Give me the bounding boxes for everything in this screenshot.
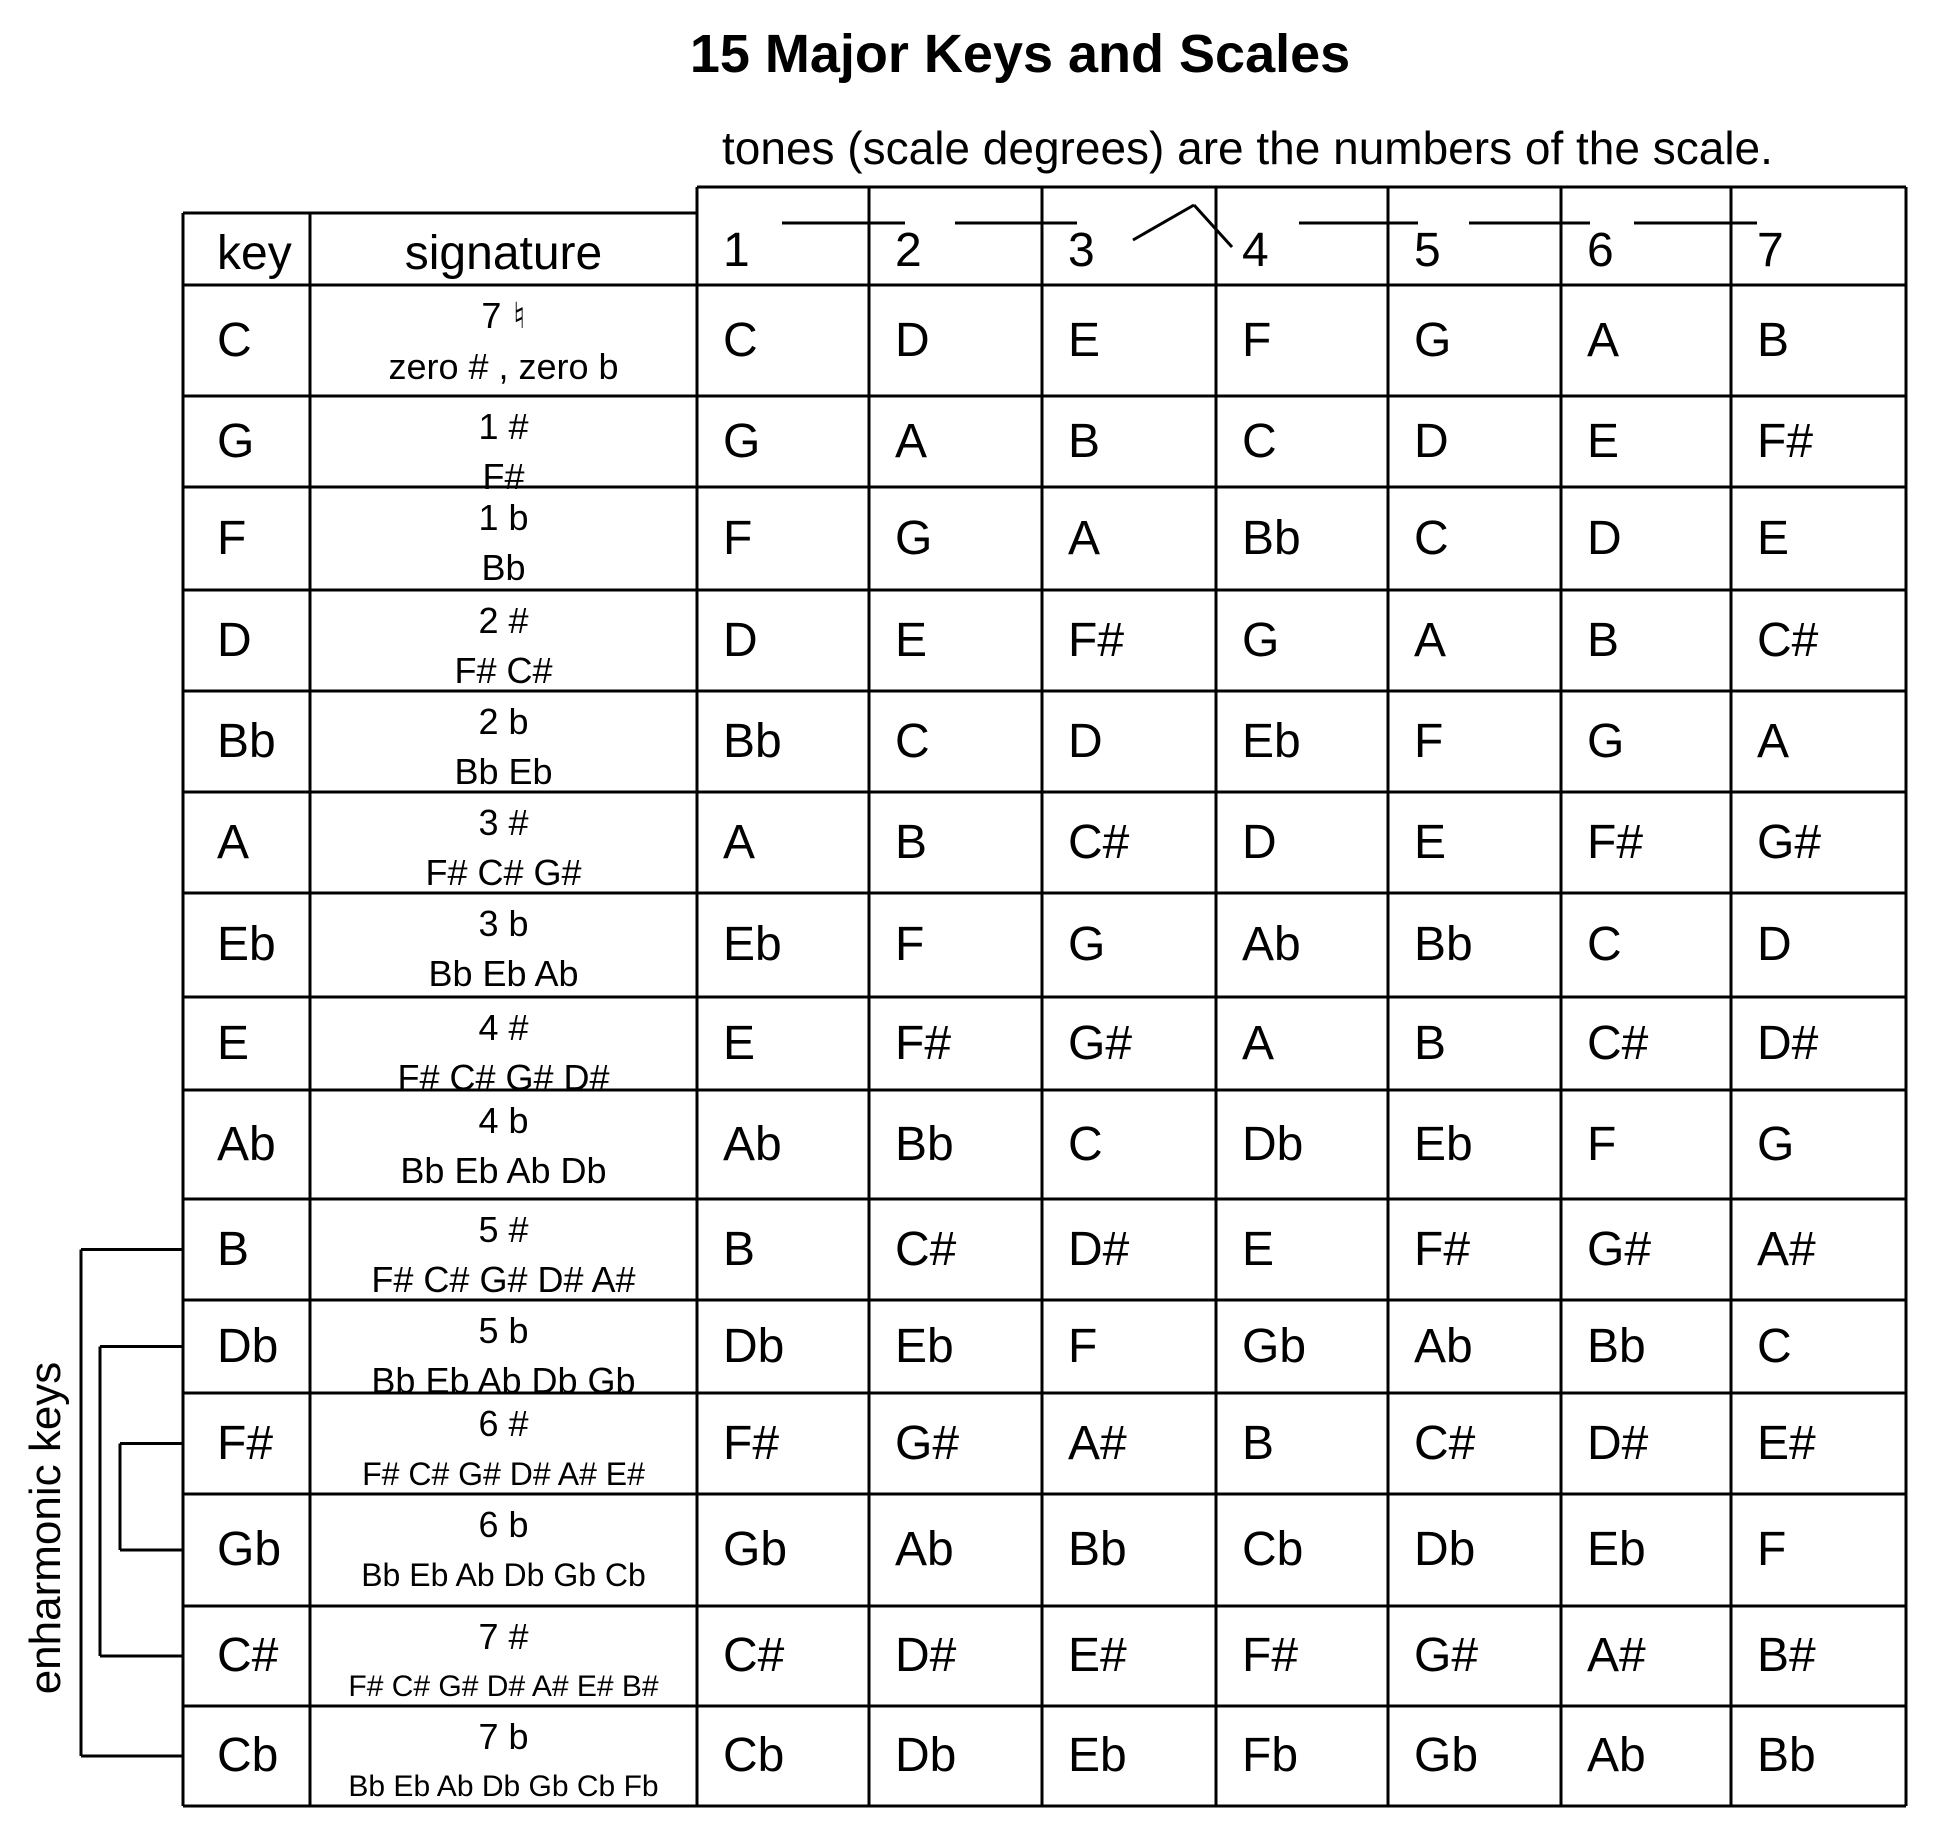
note-cell: A# [1587,1629,1646,1682]
signature-cell [310,1096,697,1196]
signature-accidentals: F# C# G# D# [397,1057,610,1098]
note-cell: Eb [1068,1729,1127,1782]
signature-cell [310,899,697,999]
signature-count [310,596,697,646]
key-cell: Gb [217,1523,282,1576]
note-cell: A [1587,313,1620,367]
note-cell: D# [1587,1416,1649,1470]
note-cell: B [723,1222,756,1276]
signature-cell [310,1306,697,1406]
signature-count-text: 5 # [478,1209,529,1250]
signature-cell [310,1712,697,1812]
note-cell: D [1414,414,1449,468]
note-cell: Eb [1414,1117,1473,1171]
note-cell: G [895,511,933,565]
note-cell: Bb [1414,918,1473,971]
signature-cell [310,493,697,593]
note-cell: F# [1757,414,1814,468]
header-degree-1: 1 [723,224,750,277]
note-cell: F [1587,1117,1617,1171]
note-cell: E [1757,511,1790,565]
signature-count-text: 3 # [478,802,529,843]
signature-count-text: 7 [481,295,502,336]
note-cell: D [1587,511,1622,565]
signature-count [310,1399,697,1449]
key-cell: G [217,414,255,468]
note-cell: F# [723,1416,780,1470]
enharmonic-keys-label: enharmonic keys [21,1361,70,1695]
note-cell: F# [895,1016,952,1070]
note-cell: E [895,613,928,667]
key-cell: Db [217,1319,279,1373]
note-cell: D [723,613,758,667]
note-cell: C# [1414,1416,1476,1470]
note-cell: G [1414,313,1452,367]
note-cell: Gb [723,1523,788,1576]
signature-accidentals: Bb [481,547,526,588]
signature-count [310,1612,697,1662]
note-cell: D [1068,714,1103,768]
note-cell: Bb [895,1117,954,1171]
signature-count-text: 7 # [478,1616,529,1657]
note-cell: Ab [723,1117,782,1171]
note-cell: G# [1587,1222,1652,1276]
subtitle: tones (scale degrees) are the numbers of the scale. [722,122,1773,174]
signature-count-text: 6 b [478,1504,529,1545]
note-cell: G [1068,918,1106,971]
signature-cell [310,1205,697,1305]
note-cell: Bb [723,714,782,768]
note-cell: G [723,414,761,468]
note-cell: F [1242,313,1272,367]
signature-accidentals: F# [482,456,525,497]
note-cell: G# [1068,1016,1133,1070]
note-cell: Cb [723,1729,785,1782]
header-key: key [217,227,292,280]
note-cell: E# [1757,1416,1816,1470]
key-cell: E [217,1016,250,1070]
note-cell: G# [895,1416,960,1470]
note-cell: G# [1757,815,1822,869]
signature-accidentals: Bb Eb Ab Db [400,1150,607,1191]
signature-count [310,402,697,452]
signature-cell [310,697,697,797]
signature-count [310,798,697,848]
signature-count-text: 3 b [478,903,529,944]
signature-accidentals: zero # , zero b [388,346,619,387]
note-cell: Bb [1587,1319,1646,1373]
note-cell: Eb [895,1319,954,1373]
key-cell: C [217,313,252,367]
signature-accidentals: F# C# G# [425,852,582,893]
header-degree-5: 5 [1414,224,1441,277]
page-title: 15 Major Keys and Scales [689,24,1351,84]
note-cell: Gb [1242,1319,1307,1373]
signature-accidentals: Bb Eb [454,751,553,792]
signature-count [310,1003,697,1053]
note-cell: G# [1414,1629,1479,1682]
signature-count-text: 1 b [478,497,529,538]
note-cell: F [1068,1319,1098,1373]
note-cell: Bb [1757,1729,1816,1782]
key-cell: F# [217,1416,274,1470]
note-cell: Eb [1242,714,1301,768]
signature-accidentals: F# C# G# D# A# E# B# [348,1670,659,1703]
note-cell: B# [1757,1629,1816,1682]
note-cell: F# [1414,1222,1471,1276]
note-cell: F# [1242,1629,1299,1682]
note-cell: Db [1242,1117,1304,1171]
note-cell: D# [1068,1222,1130,1276]
natural-sign-icon: ♮ [501,296,526,337]
note-cell: C# [1587,1016,1649,1070]
signature-count-text: 4 # [478,1007,529,1048]
signature-count [310,1096,697,1146]
note-cell: C [1414,511,1449,565]
signature-accidentals: Bb Eb Ab Db Gb Cb [361,1557,646,1593]
note-cell: Ab [1587,1729,1646,1782]
header-degree-2: 2 [895,224,922,277]
note-cell: D# [895,1629,957,1682]
note-cell: A [1414,613,1447,667]
note-cell: C# [1757,613,1819,667]
note-cell: C# [895,1222,957,1276]
note-cell: E [1414,815,1447,869]
header-signature: signature [404,227,603,280]
signature-count [310,697,697,747]
key-cell: Cb [217,1729,279,1782]
note-cell: A [723,815,756,869]
note-cell: D# [1757,1016,1819,1070]
signature-accidentals: Bb Eb Ab Db Gb [371,1360,636,1401]
note-cell: G [1242,613,1280,667]
signature-accidentals: Bb Eb Ab [428,953,579,994]
signature-cell [310,1612,697,1712]
signature-count [310,1500,697,1550]
signature-count [310,291,697,342]
note-cell: F [895,918,925,971]
note-cell: Eb [1587,1523,1646,1576]
signature-count [310,1205,697,1255]
note-cell: Ab [1414,1319,1473,1373]
note-cell: A [1242,1016,1275,1070]
key-cell: C# [217,1629,279,1682]
header-degree-3: 3 [1068,224,1095,277]
signature-accidentals: F# C# [454,650,553,691]
note-cell: Ab [1242,918,1301,971]
note-cell: Db [1414,1523,1476,1576]
note-cell: C [1587,918,1622,971]
note-cell: B [1242,1416,1275,1470]
signature-cell [310,1003,697,1103]
note-cell: E [1587,414,1620,468]
note-cell: A# [1068,1416,1127,1470]
note-cell: D [1242,815,1277,869]
note-cell: Gb [1414,1729,1479,1782]
note-cell: Ab [895,1523,954,1576]
note-cell: G [1587,714,1625,768]
note-cell: D [895,313,930,367]
signature-count-text: 5 b [478,1310,529,1351]
signature-count-text: 7 b [478,1716,529,1757]
signature-count-text: 2 # [478,600,529,641]
note-cell: A# [1757,1222,1816,1276]
key-cell: F [217,511,247,565]
note-cell: Eb [723,918,782,971]
note-cell: Fb [1242,1729,1299,1782]
note-cell: C [1757,1319,1792,1373]
note-cell: C# [1068,815,1130,869]
note-cell: B [1757,313,1790,367]
note-cell: D [1757,918,1792,971]
signature-count [310,1712,697,1762]
note-cell: C [895,714,930,768]
note-cell: A [1068,511,1101,565]
signature-count [310,1306,697,1356]
signature-accidentals: F# C# G# D# A# [371,1259,636,1300]
signature-cell [310,1399,697,1499]
note-cell: F# [1068,613,1125,667]
signature-count [310,493,697,543]
signature-count-text: 2 b [478,701,529,742]
note-cell: C [1242,414,1277,468]
header-degree-6: 6 [1587,224,1614,277]
note-cell: Cb [1242,1523,1304,1576]
signature-cell [310,798,697,898]
key-cell: Bb [217,714,276,768]
key-cell: Ab [217,1117,276,1171]
note-cell: C [723,313,758,367]
note-cell: F# [1587,815,1644,869]
note-cell: Bb [1242,511,1301,565]
note-cell: B [895,815,928,869]
header-degree-7: 7 [1757,224,1784,277]
note-cell: G [1757,1117,1795,1171]
note-cell: Db [895,1729,957,1782]
signature-accidentals: F# C# G# D# A# E# [362,1456,645,1492]
note-cell: A [895,414,928,468]
signature-cell [310,291,697,392]
note-cell: C [1068,1117,1103,1171]
key-cell: B [217,1222,250,1276]
note-cell: C# [723,1629,785,1682]
header-degree-4: 4 [1242,224,1269,277]
note-cell: Bb [1068,1523,1127,1576]
note-cell: F [1757,1523,1787,1576]
note-cell: E# [1068,1629,1127,1682]
signature-accidentals: Bb Eb Ab Db Gb Cb Fb [348,1770,659,1803]
note-cell: E [723,1016,756,1070]
signature-count-text: 6 # [478,1403,529,1444]
note-cell: F [723,511,753,565]
key-cell: Eb [217,918,276,971]
signature-cell [310,596,697,696]
key-cell: D [217,613,252,667]
note-cell: B [1414,1016,1447,1070]
signature-cell [310,1500,697,1600]
note-cell: E [1068,313,1101,367]
signature-count [310,899,697,949]
signature-count-text: 1 # [478,406,529,447]
note-cell: A [1757,714,1790,768]
note-cell: B [1587,613,1620,667]
note-cell: E [1242,1222,1275,1276]
key-cell: A [217,815,250,869]
note-cell: B [1068,414,1101,468]
note-cell: Db [723,1319,785,1373]
signature-count-text: 4 b [478,1100,529,1141]
note-cell: F [1414,714,1444,768]
signature-cell [310,402,697,502]
